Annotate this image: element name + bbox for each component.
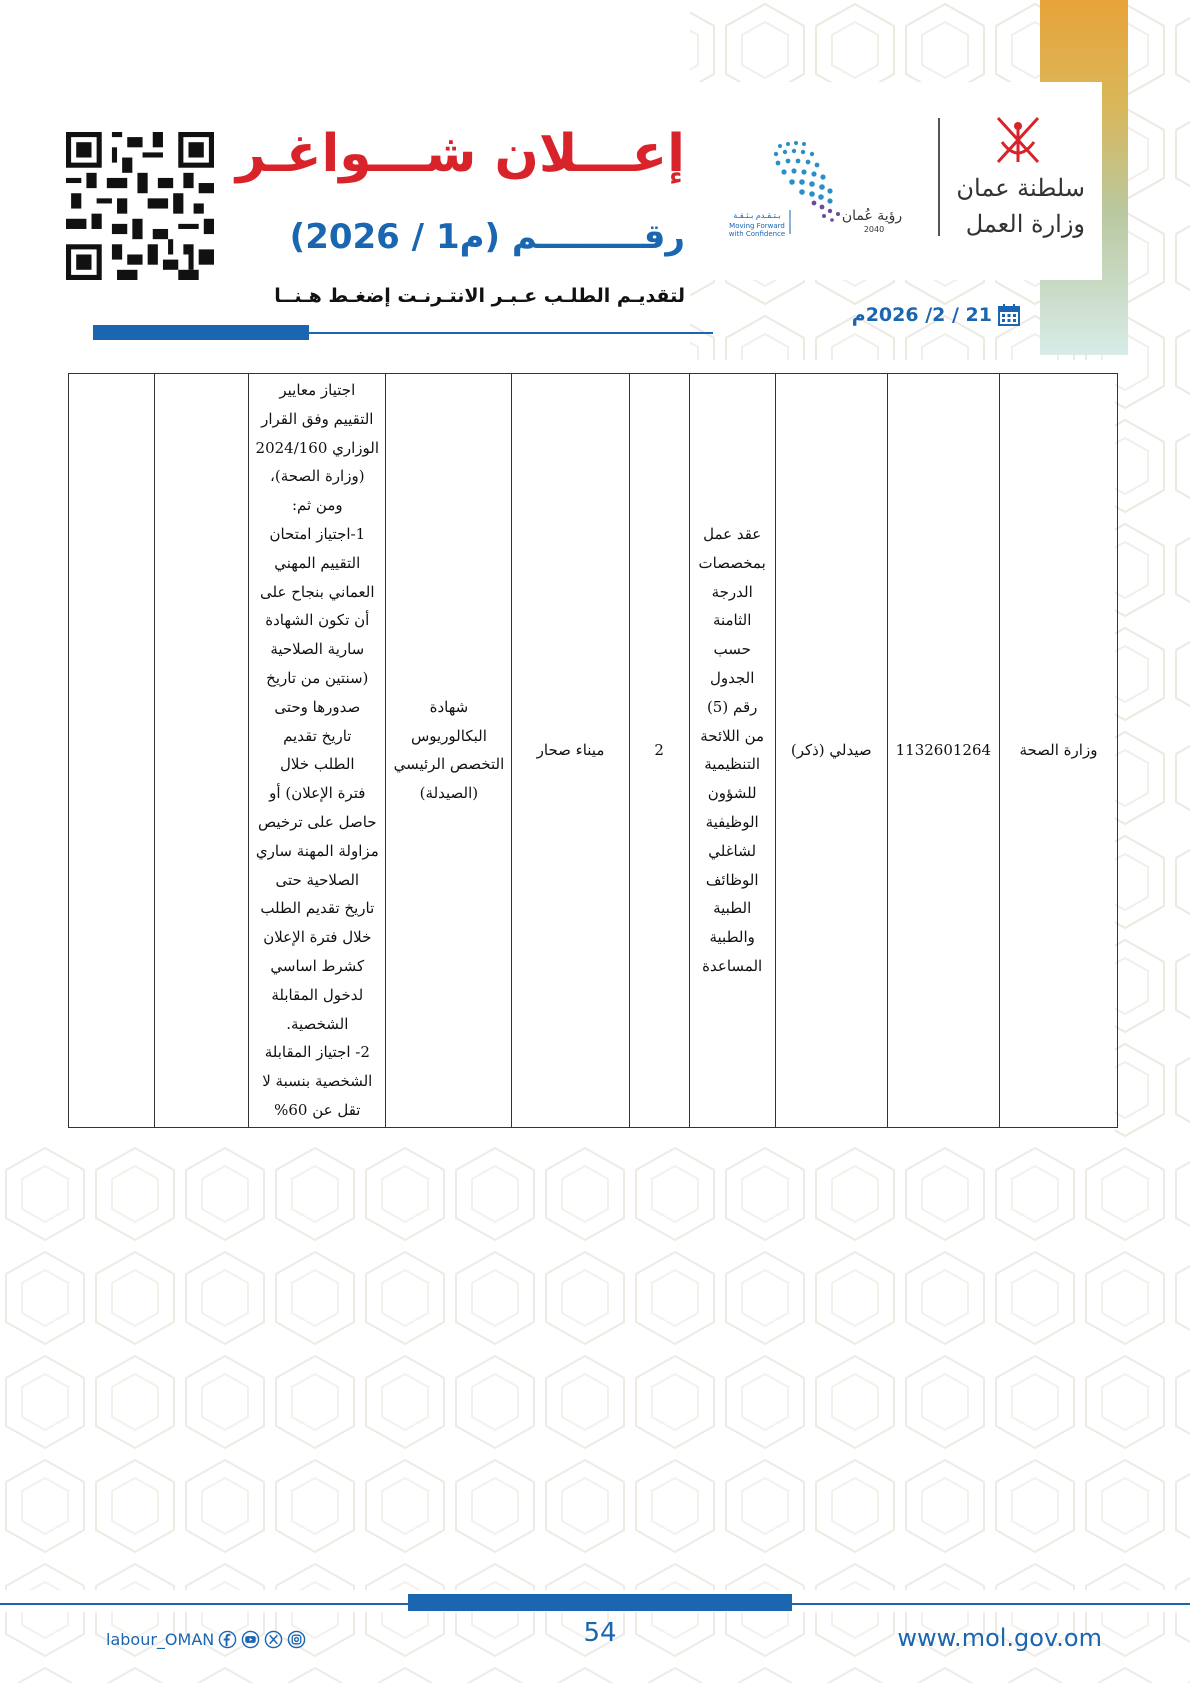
- requirements-line: كشرط اساسي: [270, 956, 365, 975]
- x-icon[interactable]: [264, 1630, 283, 1649]
- requirements-line: (سنتين من تاريخ: [266, 668, 369, 687]
- contract-line: من اللائحة: [700, 726, 765, 745]
- youtube-icon[interactable]: [241, 1630, 260, 1649]
- vision-tagline-en1: Moving Forward: [729, 222, 785, 230]
- requirements-line: فترة الإعلان) أو: [269, 784, 366, 803]
- table-row: [69, 374, 1118, 1128]
- contract-line: للشؤون: [707, 784, 757, 803]
- requirements-line: 1-اجتياز امتحان: [269, 524, 366, 543]
- contract-line: التنظيمية: [704, 755, 761, 774]
- qualification-line: التخصص الرئيسي: [393, 755, 505, 774]
- oman-vision-2040-logo: [722, 134, 912, 244]
- requirements-line: الشخصية بنسبة لا: [262, 1072, 373, 1091]
- contract-cell: [689, 374, 775, 1128]
- announcement-date: [852, 304, 1020, 326]
- requirements-line: مزاولة المهنة ساري: [255, 841, 379, 860]
- qualification-cell: [386, 374, 512, 1128]
- apply-online-link[interactable]: لتقديـم الطلـب عـبـر الانتـرنـت إضغـط هـنــا: [274, 285, 685, 307]
- page-title: إعـــلان شـــواغـر: [235, 124, 685, 184]
- calendar-icon: [998, 304, 1020, 326]
- date-text: 21 / 2/ 2026م: [851, 304, 992, 326]
- vision-tagline-en2: with Confidence: [728, 230, 786, 238]
- vacancies-table: [68, 373, 1118, 1128]
- contract-line: المساعدة: [702, 956, 763, 975]
- requirements-line: العماني بنجاح على: [260, 582, 375, 601]
- requirements-line: التقييم المهني: [274, 553, 361, 572]
- vision-year: 2040: [863, 225, 885, 234]
- facebook-icon[interactable]: [218, 1630, 237, 1649]
- requirements-line: التقييم وفق القرار: [261, 409, 374, 428]
- location-cell: ميناء صحار: [512, 374, 629, 1128]
- requirements-line: تقل عن 60%: [274, 1100, 361, 1119]
- contract-line: الطبية: [713, 899, 752, 918]
- vacancy-count-cell: 2: [629, 374, 689, 1128]
- footer-accent-bar: [408, 1594, 792, 1611]
- instagram-icon[interactable]: [287, 1630, 306, 1649]
- requirements-line: صدورها وحتى: [274, 697, 361, 716]
- requirements-line: 2- اجتياز المقابلة: [264, 1043, 370, 1062]
- empty-cell: [155, 374, 249, 1128]
- requirements-line: سارية الصلاحية: [270, 640, 365, 659]
- contract-line: حسب: [713, 640, 751, 659]
- qualification-line: (الصيدلة): [419, 784, 479, 803]
- ministry-name-line1: سلطنة عمان: [956, 174, 1085, 202]
- logo-divider: [938, 118, 940, 236]
- contract-line: بمخصصات: [698, 553, 766, 572]
- contract-line: عقد عمل: [703, 524, 762, 543]
- contract-line: الثامنة: [712, 611, 752, 630]
- website-link[interactable]: www.mol.gov.om: [897, 1624, 1102, 1652]
- ministry-name: [955, 170, 1085, 242]
- requirements-line: الصلاحية حتى: [275, 870, 360, 889]
- social-links: [106, 1630, 306, 1649]
- requirements-line: حاصل على ترخيص: [258, 812, 377, 831]
- job-code-cell: 1132601264: [887, 374, 999, 1128]
- contract-line: لشاغلي: [708, 841, 757, 860]
- header-divider-accent: [93, 325, 309, 340]
- requirements-line: اجتياز معايير: [279, 381, 356, 399]
- contract-line: رقم (5): [706, 697, 758, 716]
- empty-cell: [69, 374, 155, 1128]
- requirements-line: تاريخ تقديم: [283, 726, 352, 745]
- social-handle[interactable]: labour_OMAN: [106, 1630, 215, 1649]
- ministry-name-line2: وزارة العمل: [965, 210, 1085, 238]
- ministry-cell: وزارة الصحة: [999, 374, 1117, 1128]
- contract-line: والطبية: [709, 928, 755, 947]
- requirements-cell: [249, 374, 386, 1128]
- requirements-line: ومن ثم:: [291, 496, 343, 515]
- qualification-line: شهادة: [429, 697, 469, 716]
- page-number: 54: [583, 1618, 617, 1648]
- requirements-line: لدخول المقابلة: [271, 985, 364, 1004]
- contract-line: الوظائف: [705, 870, 759, 889]
- vision-text: رؤية عُمان: [841, 208, 903, 224]
- job-title-cell: صيدلي (ذكر): [775, 374, 887, 1128]
- qr-code-icon[interactable]: [66, 132, 214, 280]
- requirements-line: أن تكون الشهادة: [265, 611, 370, 630]
- requirements-line: (وزارة الصحة)،: [270, 467, 365, 486]
- contract-line: الوظيفية: [705, 812, 759, 831]
- requirements-line: الشخصية.: [286, 1014, 349, 1033]
- contract-line: الجدول: [709, 668, 755, 687]
- requirements-line: الطلب خلال: [279, 755, 355, 774]
- requirements-line: خلال فترة الإعلان: [263, 928, 372, 947]
- requirements-line: تاريخ تقديم الطلب: [260, 899, 375, 918]
- requirements-line: الوزاري 2024/160: [255, 438, 380, 457]
- vision-tagline-ar: بـتـقـدم بـثـقـة: [733, 211, 781, 220]
- qualification-line: البكالوريوس: [410, 726, 487, 745]
- contract-line: الدرجة: [711, 582, 753, 601]
- announcement-number: رقـــــــــم (م1 / 2026): [289, 217, 685, 257]
